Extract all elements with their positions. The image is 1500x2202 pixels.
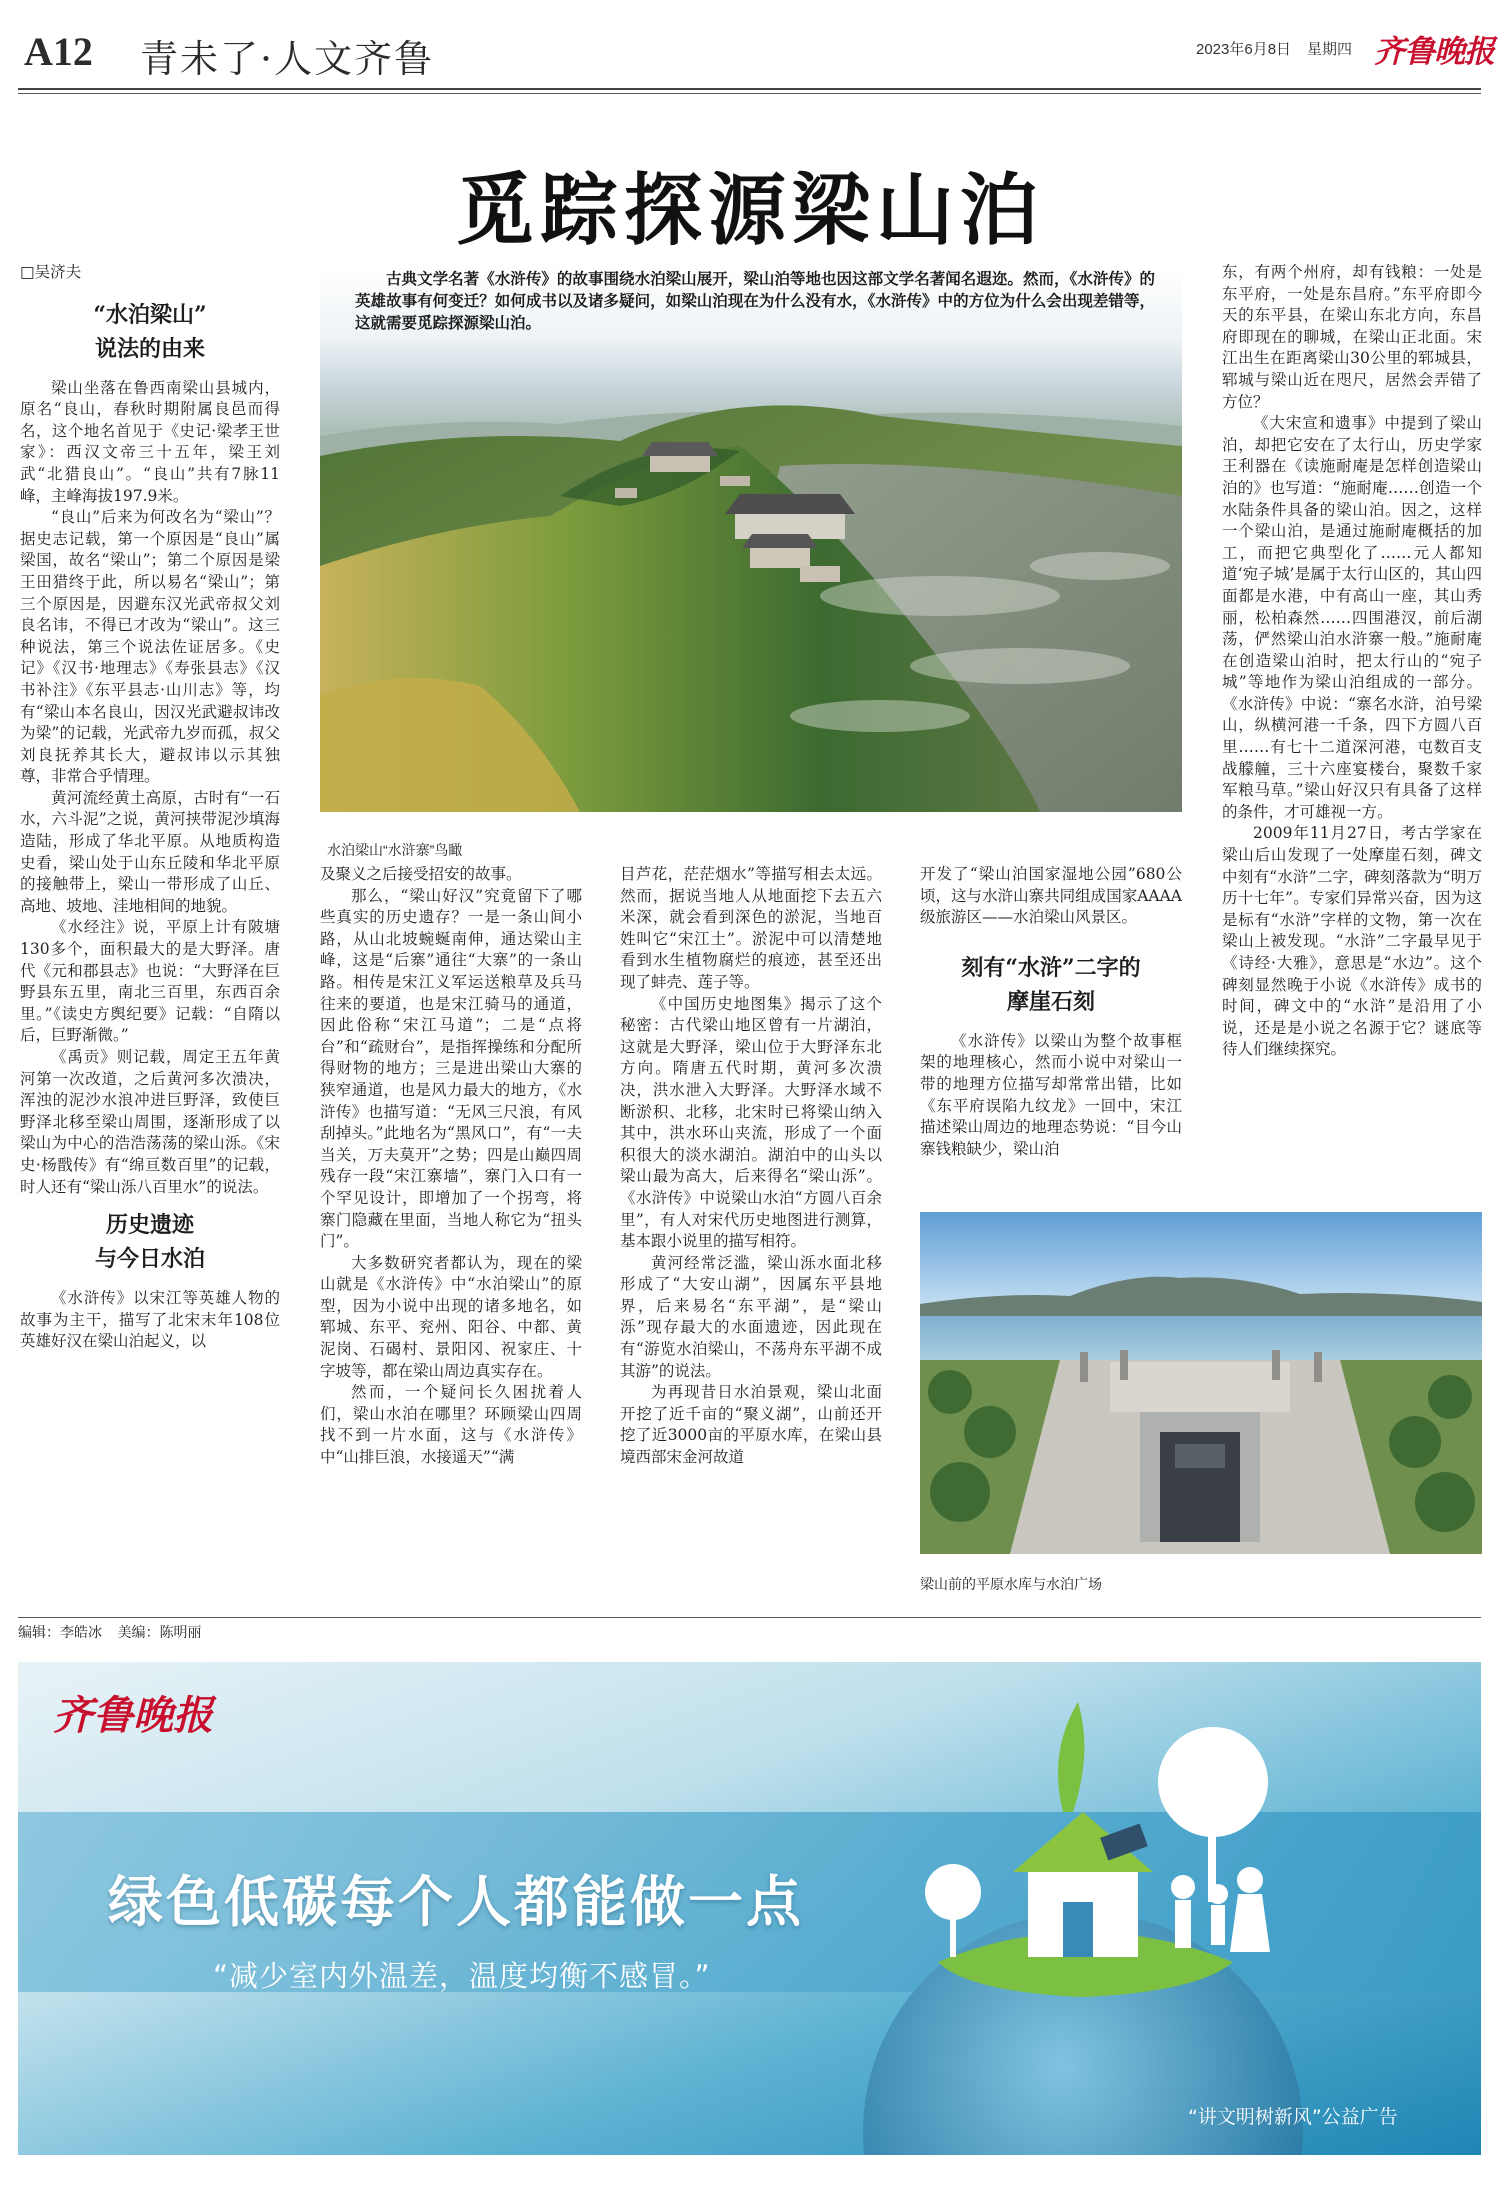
footer-rule bbox=[18, 1617, 1481, 1618]
section-title-2-line-2: 与今日水泊 bbox=[94, 1246, 205, 1273]
paragraph: 黄河经常泛滥，梁山泺水面北移形成了“大安山湖”，因属东平县地界，后来易名“东平湖”，是“梁山泺”现存最大的水面遗迹，因此现在有“游览水泊梁山，不荡舟东平湖不成其游”的说法。 bbox=[620, 1253, 882, 1380]
section-title-1-line-2: 说法的由来 bbox=[94, 335, 205, 362]
aerial-photo-shuihu-fortress bbox=[320, 266, 1182, 812]
public-service-ad bbox=[18, 1662, 1481, 2155]
section-title-3 bbox=[920, 951, 1182, 1019]
paragraph: 开发了“梁山泊国家湿地公园”680公顷，这与水浒山寨共同组成国家AAAA级旅游区——水泊梁山风景区。 bbox=[920, 865, 1182, 927]
ad-newspaper-logo: 齐鲁晚报 bbox=[53, 1692, 213, 1739]
ad-slogan: 绿色低碳每个人都能做一点 bbox=[108, 1870, 805, 1934]
section-title-2 bbox=[20, 1208, 280, 1276]
paragraph: 《水经注》说，平原上计有陂塘130多个，面积最大的是大野泽。唐代《元和郡县志》也说：“大野泽在巨野县东五里，南北三百里，东西百余里。”《读史方舆纪要》记载：“自隋以后，巨野渐微。” bbox=[20, 918, 280, 1045]
paragraph: 为再现昔日水泊景观，梁山北面开挖了近千亩的“聚义湖”，山前还开挖了近3000亩的平原水库，在梁山县境西部宋金河故道 bbox=[620, 1383, 882, 1467]
article-column-1 bbox=[20, 262, 280, 1580]
paragraph: 梁山坐落在鲁西南梁山县城内，原名“良山，春秋时期附属良邑而得名，这个地名首见于《史记·梁孝王世家》：西汉文帝三十五年，梁王刘武“北猎良山”。“良山”共有7脉11峰，主峰海拔197.9米。 bbox=[20, 378, 280, 505]
section-title-1-line-1: “水泊梁山” bbox=[93, 301, 207, 328]
paragraph: 及聚义之后接受招安的故事。 bbox=[320, 865, 522, 883]
paragraph: 《大宋宣和遗事》中提到了梁山泊，却把它安在了太行山，历史学家王利器在《读施耐庵是怎样创造梁山泊的》也写道：“施耐庵……创造一个水陆条件具备的梁山泊。因之，这样一个梁山泊，是通过施耐庵概括的加工，而把它典型化了……元人都知道‘宛子城’是属于太行山区的，其山四面都是水港，中有高山一座，其山秀丽，松柏森然……四围港汊，前后湖荡，俨然梁山泊水浒寨一般。”施耐庵在创造梁山泊时，把太行山的“宛子城”等地作为梁山泊组成的一部分。《水浒传》中说：“寨名水浒，泊号梁山，纵横河港一千条，四下方圆八百里……有七十二道深河港，屯数百支战艨艟，三十六座宴楼台，聚数千家军粮马草。”梁山好汉只有具备了这样的条件，才可雄视一方。 bbox=[1222, 414, 1482, 821]
article-column-4 bbox=[920, 864, 1182, 1194]
paragraph: 《水浒传》以梁山为整个故事框架的地理核心，然而小说中对梁山一带的地理方位描写却常常出错，比如《东平府误陷九纹龙》一回中，宋江描述梁山周边的地理态势说：“目今山寨钱粮缺少，梁山泊 bbox=[920, 1031, 1182, 1158]
editor-name: 李皓冰 bbox=[60, 1624, 102, 1640]
section-title-2-line-1: 历史遗迹 bbox=[105, 1212, 194, 1239]
ad-quote: “减少室内外温差，温度均衡不感冒。” bbox=[213, 1959, 711, 1993]
paragraph: 那么，“梁山好汉”究竟留下了哪些真实的历史遗存？一是一条山间小路，从山北坡蜿蜒南伸，通达梁山主峰，这是“后寨”通往“大寨”的一条山路。相传是宋江义军运送粮草及兵马往来的要道，也是宋江骑马的通道，因此俗称“宋江马道”；二是“点将台”和“疏财台”，是指挥操练和分配所得财物的地方；三是进出梁山大寨的狭窄通道，也是风力最大的地方，《水浒传》也描写道：“无风三尺浪，有风刮掉头。”此地名为“黑风口”，有“一夫当关，万夫莫开”之势；四是山巅四周残存一段“宋江寨墙”，寨门入口有一个罕见设计，即增加了一个拐弯，将寨门隐藏在里面，当地人称它为“扭头门”。 bbox=[320, 886, 582, 1251]
editor-credits: 编辑：李皓冰 美编：陈明丽 bbox=[18, 1624, 202, 1640]
paragraph: 《禹贡》则记载，周定王五年黄河第一次改道，之后黄河多次溃决，浑浊的泥沙水浪冲进巨野泽，致使巨野泽北移至梁山周围，逐渐形成了以梁山为中心的浩浩荡荡的梁山泺。《宋史·杨戬传》有“绵亘数百里”的记载，时人还有“梁山泺八百里水”的说法。 bbox=[20, 1048, 280, 1196]
issue-weekday: 星期四 bbox=[1307, 41, 1353, 58]
article-column-3 bbox=[620, 864, 882, 1576]
article-column-2 bbox=[320, 864, 582, 1576]
paragraph: 黄河流经黄土高原，古时有“一石水，六斗泥”之说，黄河挟带泥沙填海造陆，形成了华北平原。从地质构造史看，梁山处于山东丘陵和华北平原的接触带上，梁山一带形成了山丘、高地、坡地、洼地相间的地貌。 bbox=[20, 788, 280, 915]
paragraph: 《水浒传》以宋江等英雄人物的故事为主干，描写了北宋末年108位英雄好汉在梁山泊起义，以 bbox=[20, 1289, 280, 1351]
editor-label: 编辑 bbox=[18, 1624, 46, 1640]
section-title-3-line-2: 摩崖石刻 bbox=[1006, 988, 1095, 1015]
article-column-5 bbox=[1222, 262, 1482, 1202]
issue-date: 2023年6月8日 bbox=[1196, 41, 1292, 58]
section-title-3-line-1: 刻有“水浒”二字的 bbox=[961, 954, 1141, 981]
aerial-photo-illustration bbox=[320, 266, 1182, 812]
newspaper-logo: 齐鲁晚报 bbox=[1374, 34, 1494, 70]
header-rule-thin bbox=[18, 93, 1481, 94]
designer-label: 美编 bbox=[117, 1624, 146, 1640]
ad-credit: “讲文明树新风”公益广告 bbox=[1188, 2106, 1398, 2128]
paragraph: 大多数研究者都认为，现在的梁山就是《水浒传》中“水泊梁山”的原型，因为小说中出现的诸多地名，如郓城、东平、兖州、阳谷、中都、黄泥岗、石碣村、景阳冈、祝家庄、十字坡等，都在梁山周边真实存在。 bbox=[320, 1253, 582, 1380]
reservoir-plaza-illustration bbox=[920, 1212, 1482, 1554]
reservoir-plaza-photo bbox=[920, 1212, 1482, 1554]
paragraph: 然而，一个疑问长久困扰着人们，梁山水泊在哪里？环顾梁山四周找不到一片水面，这与《水浒传》中“山排巨浪，水接遥天”“满 bbox=[320, 1383, 582, 1467]
byline: □吴济夫 bbox=[20, 263, 82, 281]
photo-caption-1: 水泊梁山“水浒寨”鸟瞰 bbox=[327, 842, 463, 858]
paragraph: 东，有两个州府，却有钱粮：一处是东平府，一处是东昌府。”东平府即今天的东平县，在梁山东北方向，东昌府即现在的聊城，在梁山正北面。宋江出生在距离梁山30公里的郓城县，郓城与梁山近在咫尺，居然会弄错了方位？ bbox=[1222, 263, 1482, 411]
paragraph: 2009年11月27日，考古学家在梁山后山发现了一处摩崖石刻，碑文中刻有“水浒”二字，碑刻落款为“明万历十七年”。专家们异常兴奋，因为这是标有“水浒”字样的文物，第一次在梁山上被发现。“水浒”二字最早见于《诗经·大雅》，意思是“水边”。这个碑刻显然晚于小说《水浒传》成书的时间，碑文中的“水浒”是沿用了小说，还是是小说之名源于它？谜底等待人们继续探究。 bbox=[1222, 824, 1482, 1059]
section-code: A12 bbox=[24, 29, 93, 74]
column-title: 青未了·人文齐鲁 bbox=[140, 37, 435, 81]
designer-name: 陈明丽 bbox=[159, 1624, 202, 1640]
section-title-1 bbox=[20, 298, 280, 366]
header-rule bbox=[18, 88, 1481, 90]
paragraph: 《中国历史地图集》揭示了这个秘密：古代梁山地区曾有一片湖泊，这就是大野泽，梁山位于大野泽东北方向。隋唐五代时期，黄河多次溃决，洪水泄入大野泽。大野泽水域不断淤积、北移，北宋时已将梁山纳入其中，洪水环山夹流，形成了一个面积很大的淡水湖泊。湖泊中的山头以梁山最为高大，后来得名“梁山泺”。《水浒传》中说梁山水泊“方圆八百余里”，有人对宋代历史地图进行测算，基本跟小说里的描写相符。 bbox=[620, 994, 882, 1251]
headline: 觅踪探源梁山泊 bbox=[455, 165, 1044, 256]
paragraph: 目芦花，茫茫烟水”等描写相去太远。然而，据说当地人从地面挖下去五六米深，就会看到深色的淤泥，当地百姓叫它“宋江土”。淤泥中可以清楚地看到水生植物腐烂的痕迹，甚至还出现了蚌壳、莲子等。 bbox=[620, 865, 882, 991]
paragraph: “良山”后来为何改名为“梁山”？据史志记载，第一个原因是“良山”属梁国，故名“梁山”；第二个原因是梁王田猎终于此，所以易名“梁山”；第三个原因是，因避东汉光武帝叔父刘良名讳，不得已才改为“梁山”。这三种说法，第三个说法佐证居多。《史记》《汉书·地理志》《寿张县志》《汉书补注》《东平县志·山川志》等，均有“梁山本名良山，因汉光武避叔讳改为梁”的记载，光武帝九岁而孤，叔父刘良抚养其长大，避叔讳以示其独尊，非常合乎情理。 bbox=[20, 508, 280, 786]
article-intro: 古典文学名著《水浒传》的故事围绕水泊梁山展开，梁山泊等地也因这部文学名著闻名遐迩。然而，《水浒传》的英雄故事有何变迁？如何成书以及诸多疑问，如梁山泊现在为什么没有水，《水浒传》中的方位为什么会出现差错等，这就需要觅踪探源梁山泊。 bbox=[355, 269, 1155, 332]
photo-caption-2: 梁山前的平原水库与水泊广场 bbox=[920, 1576, 1102, 1592]
